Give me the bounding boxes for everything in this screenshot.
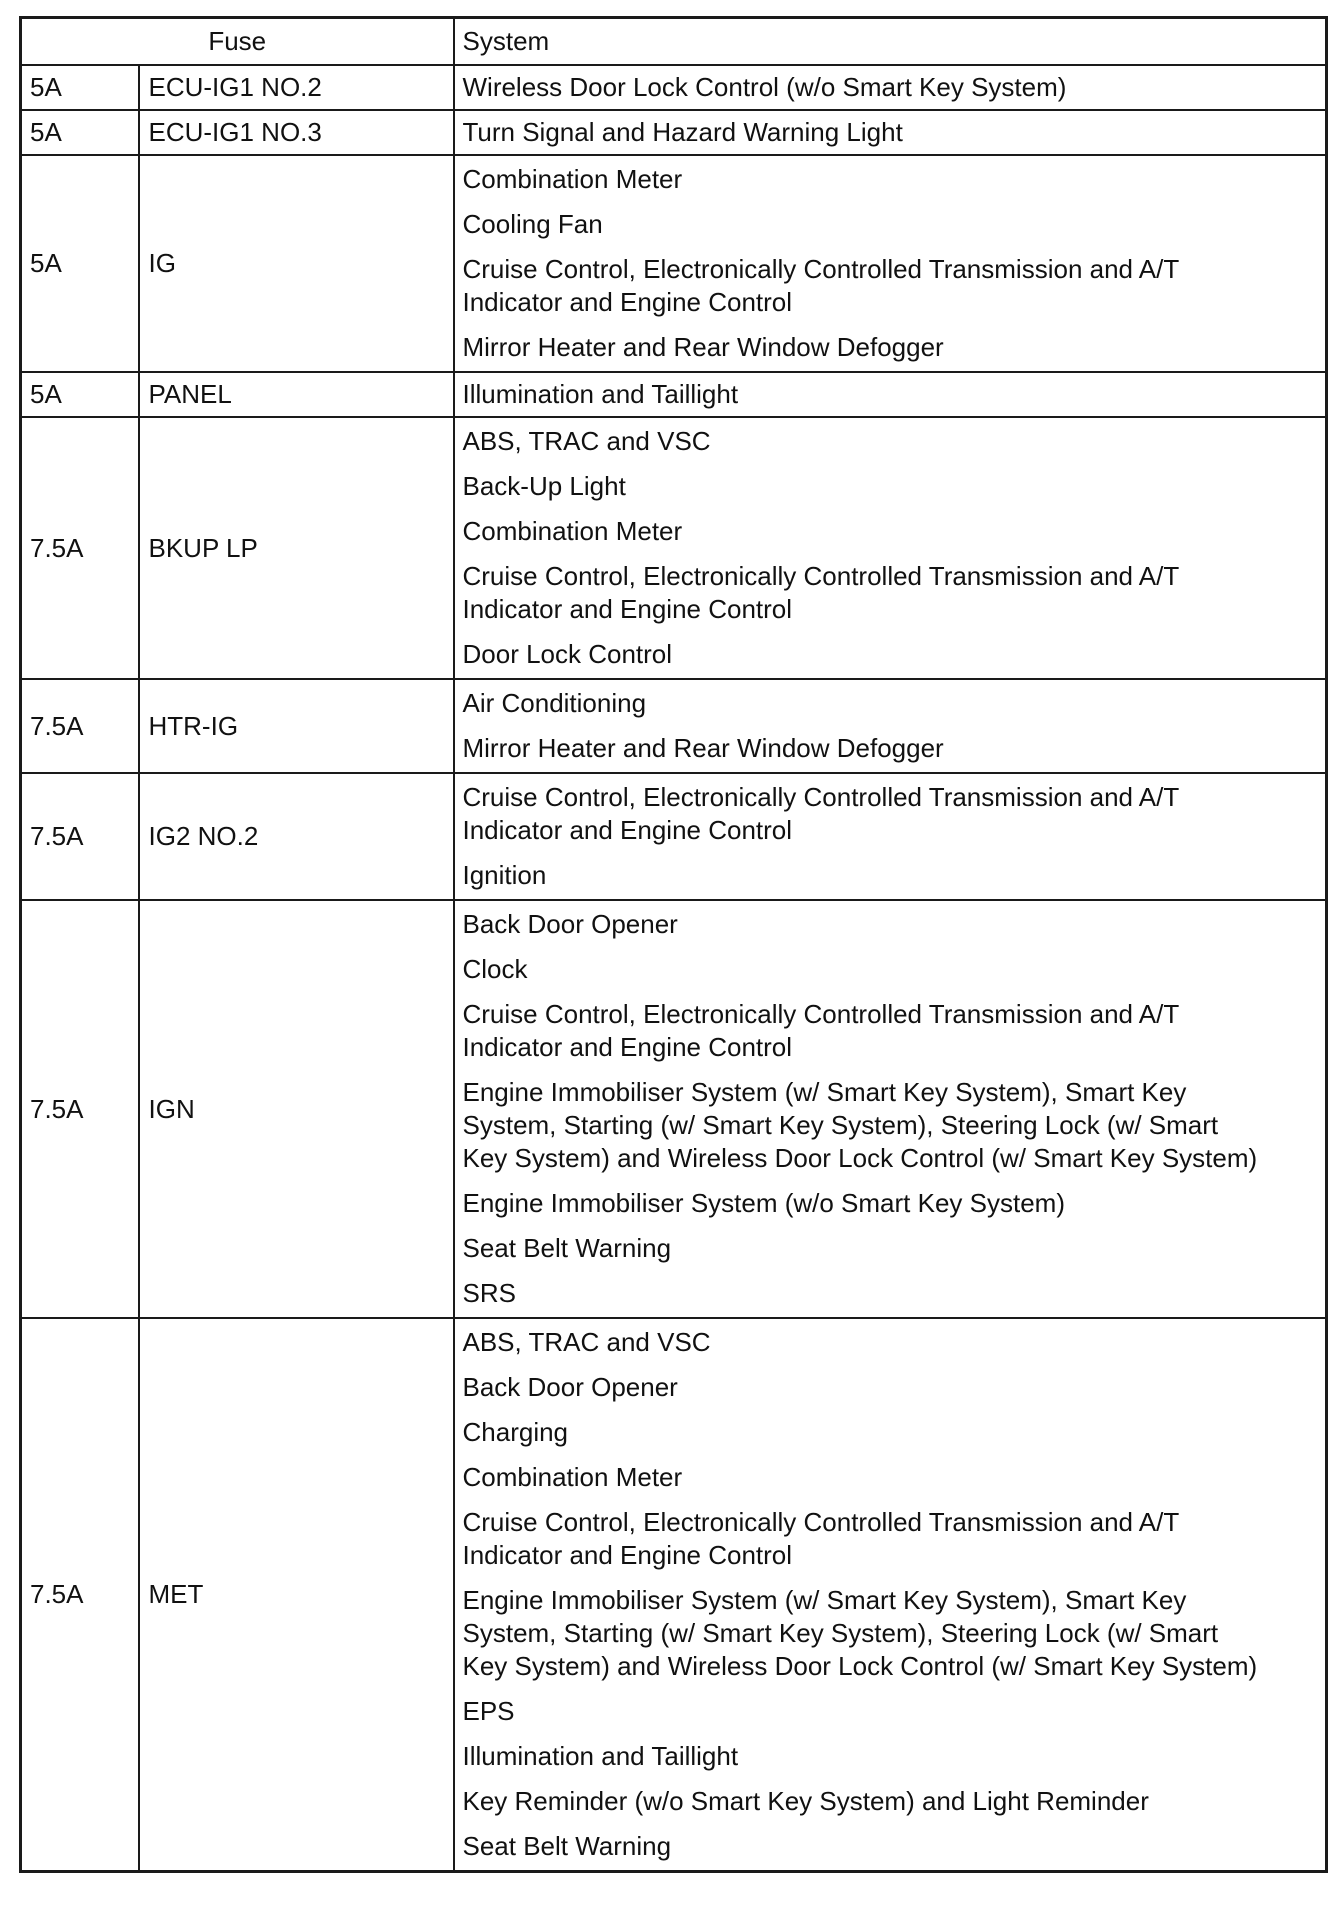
system-cell: [454, 417, 1327, 679]
system-entry: Back Door Opener: [462, 1372, 678, 1402]
fuse-name: MET: [139, 1318, 454, 1872]
system-entry: Cruise Control, Electronically Controlled Transmission and A/T Indicator and Engine Control: [462, 561, 1179, 624]
system-cell: [454, 679, 1327, 773]
fuse-name: IG2 NO.2: [139, 773, 454, 900]
fuse-amperage: 5A: [21, 155, 139, 372]
fuse-name: IG: [139, 155, 454, 372]
system-cell: [454, 773, 1327, 900]
table-header-row: [21, 18, 1327, 66]
fuse-name: ECU-IG1 NO.2: [139, 65, 454, 110]
system-entry: Cooling Fan: [462, 209, 603, 239]
fuse-name: HTR-IG: [139, 679, 454, 773]
system-entry: Seat Belt Warning: [462, 1831, 672, 1861]
system-cell: [454, 155, 1327, 372]
system-entry: Engine Immobiliser System (w/ Smart Key System), Smart Key System, Starting (w/ Smart Key System), Steering Lock (w/ Smart Key System) and Wireless Door Lock Control (w/ Smart Key System): [462, 1077, 1258, 1173]
system-entry: Cruise Control, Electronically Controlled Transmission and A/T Indicator and Engine Control: [462, 999, 1179, 1062]
system-entry: Engine Immobiliser System (w/ Smart Key System), Smart Key System, Starting (w/ Smart Key System), Steering Lock (w/ Smart Key System) and Wireless Door Lock Control (w/ Smart Key System): [462, 1585, 1258, 1681]
system-cell: [454, 110, 1327, 155]
fuse-name: BKUP LP: [139, 417, 454, 679]
table-row: [21, 65, 1327, 110]
fuse-amperage: 7.5A: [21, 417, 139, 679]
system-entry: Back Door Opener: [462, 909, 678, 939]
table-row: [21, 900, 1327, 1318]
table-row: [21, 110, 1327, 155]
system-entry: ABS, TRAC and VSC: [462, 1327, 711, 1357]
system-entry: Door Lock Control: [462, 639, 673, 669]
fuse-amperage: 7.5A: [21, 679, 139, 773]
system-entry: Combination Meter: [462, 516, 683, 546]
fuse-amperage: 7.5A: [21, 1318, 139, 1872]
fuse-column-header: Fuse: [21, 18, 454, 66]
fuse-name: ECU-IG1 NO.3: [139, 110, 454, 155]
system-entry: Combination Meter: [462, 164, 683, 194]
system-cell: [454, 1318, 1327, 1872]
table-row: [21, 155, 1327, 372]
table-row: [21, 773, 1327, 900]
system-cell: [454, 65, 1327, 110]
table-row: [21, 372, 1327, 417]
fuse-amperage: 7.5A: [21, 900, 139, 1318]
fuse-amperage: 5A: [21, 65, 139, 110]
system-entry: Cruise Control, Electronically Controlled Transmission and A/T Indicator and Engine Control: [462, 1507, 1179, 1570]
system-entry: Illumination and Taillight: [462, 1741, 739, 1771]
fuse-amperage: 5A: [21, 110, 139, 155]
system-entry: Charging: [462, 1417, 569, 1447]
table-row: [21, 1318, 1327, 1872]
fuse-amperage: 5A: [21, 372, 139, 417]
system-cell: [454, 372, 1327, 417]
system-column-header: System: [454, 18, 1327, 66]
system-entry: Combination Meter: [462, 1462, 683, 1492]
system-entry: Key Reminder (w/o Smart Key System) and Light Reminder: [462, 1786, 1149, 1816]
table-row: [21, 417, 1327, 679]
table-body: [21, 65, 1327, 1872]
fuse-amperage: 7.5A: [21, 773, 139, 900]
system-entry: Turn Signal and Hazard Warning Light: [462, 117, 903, 147]
system-entry: Back-Up Light: [462, 471, 626, 501]
system-entry: Clock: [462, 954, 528, 984]
table-row: [21, 679, 1327, 773]
system-entry: Ignition: [462, 860, 547, 890]
system-entry: Mirror Heater and Rear Window Defogger: [462, 332, 944, 362]
system-entry: Mirror Heater and Rear Window Defogger: [462, 733, 944, 763]
system-entry: ABS, TRAC and VSC: [462, 426, 711, 456]
fuse-system-table: [19, 16, 1328, 1873]
system-entry: Illumination and Taillight: [462, 379, 739, 409]
system-entry: Cruise Control, Electronically Controlled Transmission and A/T Indicator and Engine Control: [462, 254, 1179, 317]
system-entry: Air Conditioning: [462, 688, 647, 718]
system-entry: Engine Immobiliser System (w/o Smart Key System): [462, 1188, 1065, 1218]
system-cell: [454, 900, 1327, 1318]
fuse-name: PANEL: [139, 372, 454, 417]
system-entry: Cruise Control, Electronically Controlled Transmission and A/T Indicator and Engine Control: [462, 782, 1179, 845]
system-entry: Wireless Door Lock Control (w/o Smart Key System): [462, 72, 1067, 102]
system-entry: EPS: [462, 1696, 515, 1726]
fuse-name: IGN: [139, 900, 454, 1318]
system-entry: Seat Belt Warning: [462, 1233, 672, 1263]
system-entry: SRS: [462, 1278, 516, 1308]
